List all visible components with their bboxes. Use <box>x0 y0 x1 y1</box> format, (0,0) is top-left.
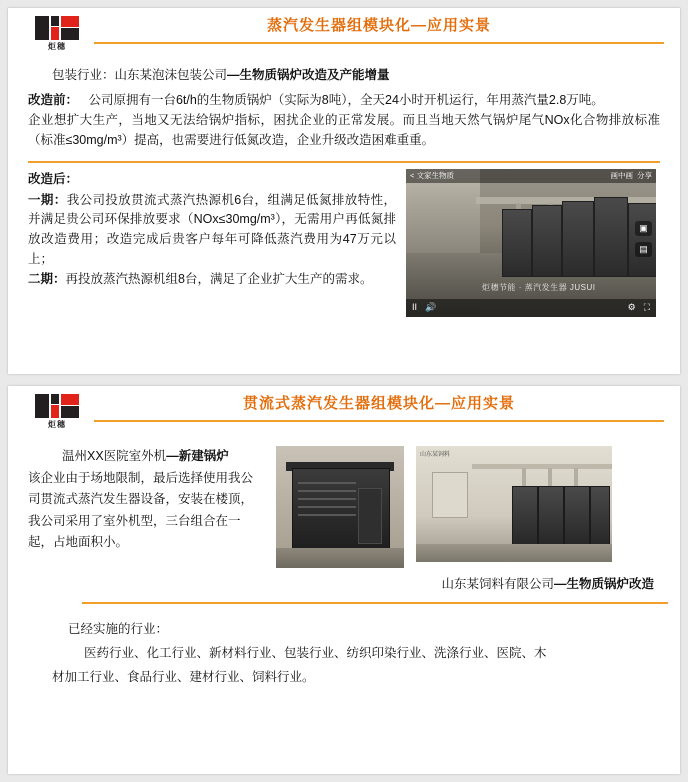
photo-pipe-header <box>472 464 612 469</box>
video-player[interactable] <box>406 169 656 317</box>
before-label: 改造前： <box>28 93 79 108</box>
slide-2-header <box>8 386 680 434</box>
after-column <box>28 169 396 317</box>
photo-louvre <box>298 506 356 508</box>
camera-icon[interactable]: ▣ <box>635 221 652 236</box>
outdoor-boiler-house-photo <box>276 446 404 568</box>
industries-line-2: 材加工行业、食品行业、建材行业、饲料行业。 <box>52 669 315 684</box>
slide-1 <box>8 8 680 374</box>
slide-2 <box>8 386 680 774</box>
phase-1-label: 一期： <box>28 192 67 207</box>
fullscreen-icon[interactable]: ⛶ <box>643 301 650 312</box>
slide-1-title-rule <box>94 42 664 44</box>
slide-1-lead <box>52 66 660 85</box>
industries-section <box>28 618 660 689</box>
lead-highlight: —生物质锅炉改造及产能增量 <box>227 68 390 82</box>
industries-heading: 已经实施的行业： <box>68 622 169 636</box>
industries-line-1: 医药行业、化工行业、新材料行业、包装行业、纺织印染行业、洗涤行业、医院、木 <box>84 645 547 660</box>
photo-louvre <box>298 498 356 500</box>
steam-generator-unit <box>532 205 562 277</box>
case-text-column <box>28 446 264 568</box>
settings-icon[interactable]: ⚙ <box>627 301 636 312</box>
slide-1-columns <box>28 169 660 317</box>
lead-prefix: 包装行业：山东某泡沫包装公司 <box>52 68 228 82</box>
video-controls[interactable] <box>406 299 656 317</box>
steam-generator-unit <box>512 486 538 546</box>
photo-louvre <box>298 490 356 492</box>
case-body: 该企业由于场地限制，最后选择使用我公司贯流式蒸汽发生器设备，安装在楼顶，我公司采用了室外机型，三台组合在一起，占地面积小。 <box>28 470 254 549</box>
phase-2-label: 二期： <box>28 271 66 286</box>
section-divider <box>28 161 660 163</box>
photo-control-board <box>432 472 468 518</box>
photo-louvre <box>298 514 356 516</box>
case-title-prefix: 温州XX医院室外机 <box>62 449 167 463</box>
video-top-bar <box>406 169 656 183</box>
logo-mark-icon <box>35 16 79 40</box>
video-side-actions <box>635 221 652 257</box>
phase-2-paragraph <box>28 270 396 290</box>
volume-icon[interactable]: 🔊 <box>425 301 437 312</box>
caption-highlight: —生物质锅炉改造 <box>553 577 654 591</box>
photo-ground <box>276 548 404 568</box>
steam-generator-unit <box>538 486 564 546</box>
steam-generator-unit <box>502 209 532 277</box>
video-pip-button[interactable]: 画中画 <box>610 170 633 180</box>
phase-1-text: 我公司投放贯流式蒸汽热源机6台，组满足低氮排放特性，并满足贵公司环保排放要求（NOx≤30mg/m³），无需用户再低氮排放改造费用；改造完成后贵客户每年可降低蒸汽费用为47万元以上； <box>28 192 396 266</box>
steam-generator-unit <box>564 486 590 546</box>
before-paragraph <box>28 91 660 111</box>
slide-1-body <box>8 66 680 317</box>
indoor-boiler-room-photo <box>416 446 612 562</box>
after-label: 改造后： <box>28 171 79 186</box>
video-watermark: 炬穗节能 · 蒸汽发生器 JUSUI <box>482 283 596 293</box>
slide-1-title: 蒸汽发生器组模块化—应用实景 <box>266 17 491 34</box>
steam-generator-unit <box>562 201 594 277</box>
slide-1-header <box>8 8 680 56</box>
before-paragraph-2: 企业想扩大生产，当地又无法给锅炉指标，困扰企业的正常发展。而且当地天然气锅炉尾气NOx化合物排放标准（标准≤30mg/m³）提高，也需要进行低氮改造，企业升级改造困难重重。 <box>28 113 660 147</box>
company-logo <box>26 16 88 56</box>
slide-2-body <box>8 446 680 689</box>
video-share-button[interactable]: 分享 <box>637 170 652 180</box>
caption-prefix: 山东某饲料有限公司 <box>441 577 554 591</box>
phase-1-paragraph <box>28 191 396 270</box>
logo-text: 炬穗 <box>48 42 66 51</box>
company-logo <box>26 394 88 434</box>
logo-mark-icon <box>35 394 79 418</box>
slide-2-top-row <box>28 446 660 568</box>
case-title <box>62 446 264 468</box>
photo-louvre <box>298 482 356 484</box>
steam-generator-unit <box>594 197 628 277</box>
photo-floor <box>416 544 612 562</box>
pause-icon[interactable]: II <box>412 301 418 312</box>
photo-door <box>358 488 382 544</box>
slide-2-title: 贯流式蒸汽发生器组模块化—应用实景 <box>242 395 515 412</box>
case-title-highlight: —新建锅炉 <box>166 449 229 463</box>
slide-2-divider <box>82 602 668 604</box>
slide-2-title-rule <box>94 420 664 422</box>
photo-overlay-text: 山东某饲料 <box>420 452 451 458</box>
steam-generator-unit <box>590 486 610 546</box>
before-text: 公司原拥有一台6t/h的生物质锅炉（实际为8吨），全天24小时开机运行，年用蒸汽量2.8万吨。 <box>88 93 604 108</box>
video-back-label[interactable]: < 文家生物质 <box>410 170 454 180</box>
logo-text: 炬穗 <box>48 420 66 429</box>
phase-2-text: 再投放蒸汽热源机组8台，满足了企业扩大生产的需求。 <box>65 271 373 286</box>
photo-caption <box>28 574 660 592</box>
cast-icon[interactable]: ▤ <box>635 242 652 257</box>
